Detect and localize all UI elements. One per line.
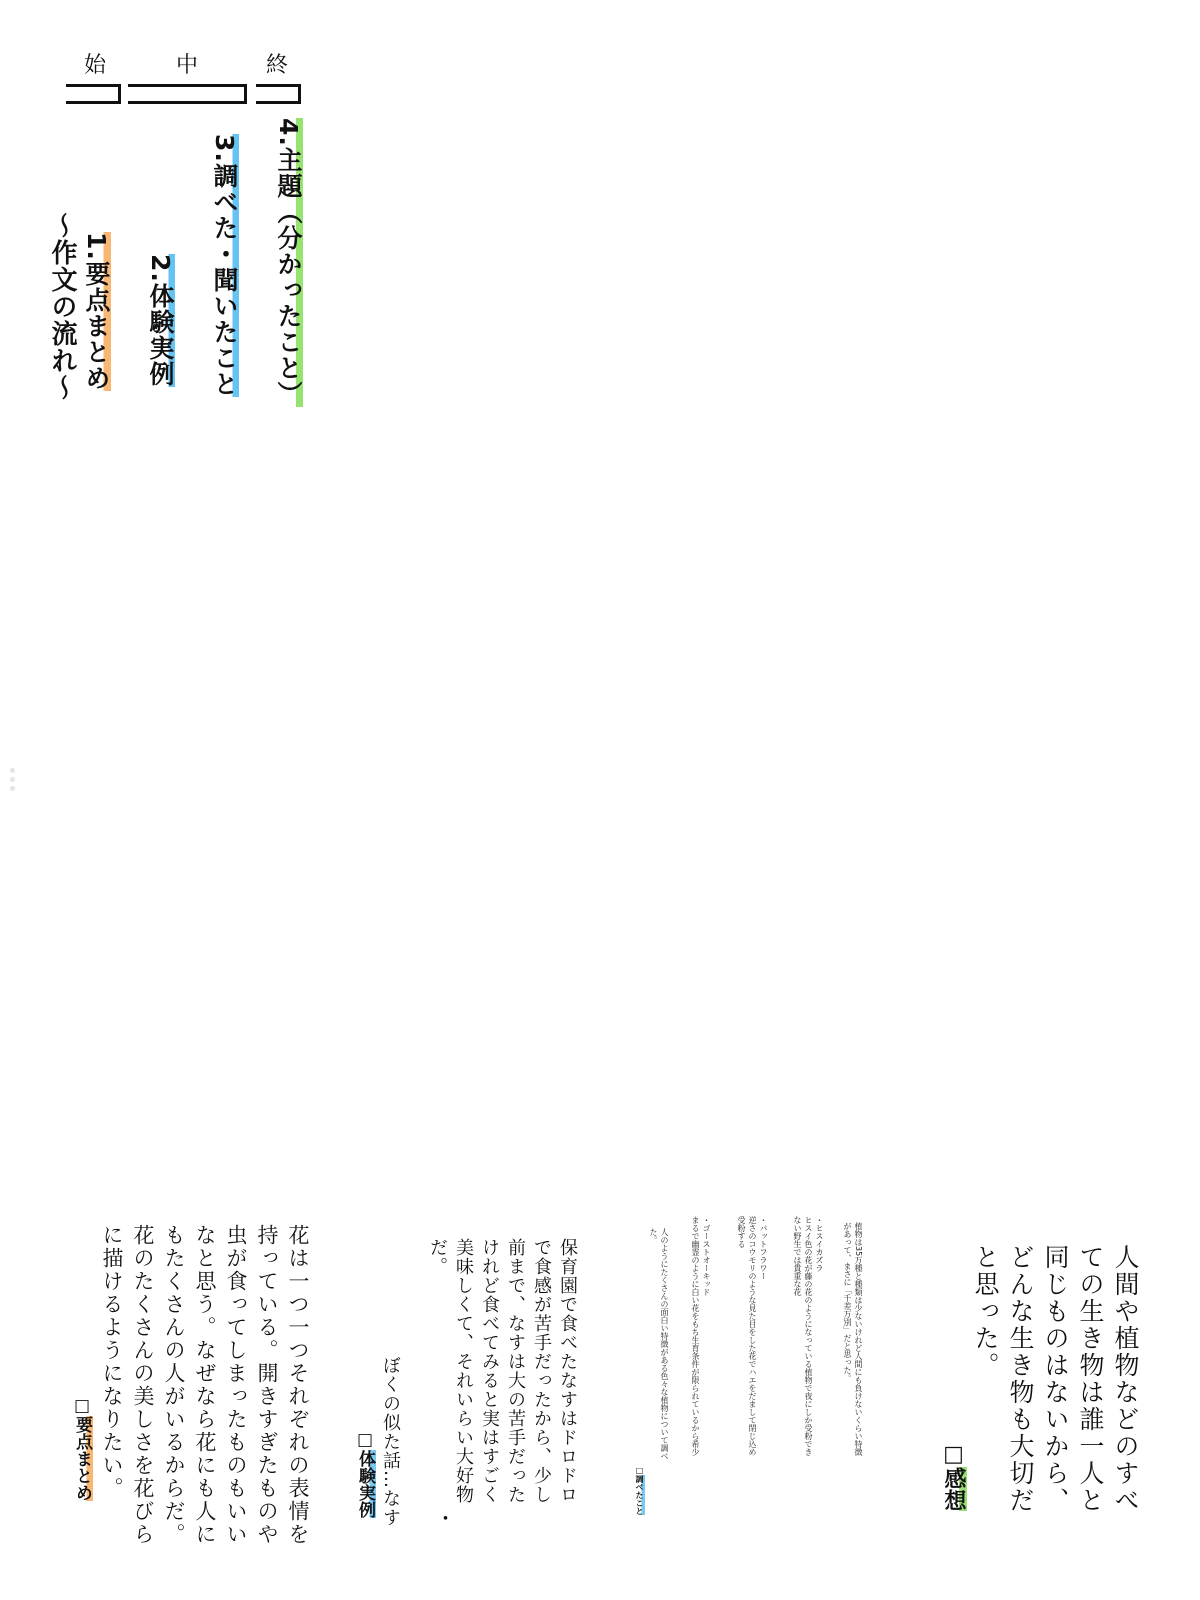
research-item-jade-vine: ・ヒスイカズラ ヒスイ色の花が藤の花のようになっている植物で夜にしか受粉でき ない野生では貴重な花 <box>793 1216 824 1456</box>
dot-icon <box>10 777 15 782</box>
research-closing: 植物は35万種と種類は少ないけれど人間にも負けないくらい特徴 があって、まさに「千差万別」だと思った。 <box>843 1222 863 1457</box>
summary-heading: □要点まとめ <box>72 1396 92 1501</box>
bracket-label-end: 終 <box>266 53 289 78</box>
experience-heading: □体験実例 <box>355 1430 375 1518</box>
bracket-start <box>66 84 121 104</box>
bracket-end <box>256 84 301 104</box>
experience-text: 保育園で食べたなすはドロドロ で食感が苦手だったから、少し 前まで、なすは大の苦手だった けれど食べてみると実はすごく 美味しくて、それいらい大好物 だ。 <box>427 1238 578 1504</box>
experience-subtitle: ぼくの似た話…なす <box>380 1356 401 1527</box>
research-heading: □調べたこと <box>635 1466 644 1515</box>
bracket-label-middle: 中 <box>176 53 199 78</box>
flow-title: 〜作文の流れ〜 <box>47 212 77 401</box>
research-item-ghost-orchid: ・ゴーストオーキッド まるで幽霊のように白い花をもち生育条件が限られているから希少 <box>691 1216 711 1456</box>
flow-item-2: 2.体験実例 <box>146 254 175 387</box>
summary-text: 花は一つ一つそれぞれの表情を 持っている。開きすぎたものや 虫が食ってしまったものもいい なと思う。なぜなら花にも人に もたくさんの人がいるからだ。 花のたくさんの美しさを花びら に描けるようになりたい。 <box>100 1224 310 1546</box>
bracket-label-start: 始 <box>84 53 107 78</box>
impression-heading: □感想 <box>941 1442 966 1511</box>
dot-icon <box>10 786 15 791</box>
dot-icon <box>10 768 15 773</box>
flow-item-4: 4.主題（分かったこと） <box>274 118 303 407</box>
research-item-bat-flower: ・バットフラワー 逆さのコウモリのような見た目をした花でハエをだまして閉じ込め 受粉する <box>737 1216 768 1456</box>
experience-bullet: ・ <box>432 1508 456 1528</box>
flow-item-1: 1.要点まとめ <box>82 232 111 391</box>
scroll-handle-dots[interactable] <box>10 768 16 795</box>
research-intro: 人のようにたくさんの面白い特徴がある色々な植物について調べ た。 <box>649 1228 669 1460</box>
flow-item-3: 3.調べた・聞いたこと <box>210 134 239 397</box>
impression-text: 人間や植物などのすべ ての生き物は誰一人と 同じものはないから、 どんな生き物も大切だ と思った。 <box>971 1244 1140 1514</box>
bracket-middle <box>128 84 247 104</box>
